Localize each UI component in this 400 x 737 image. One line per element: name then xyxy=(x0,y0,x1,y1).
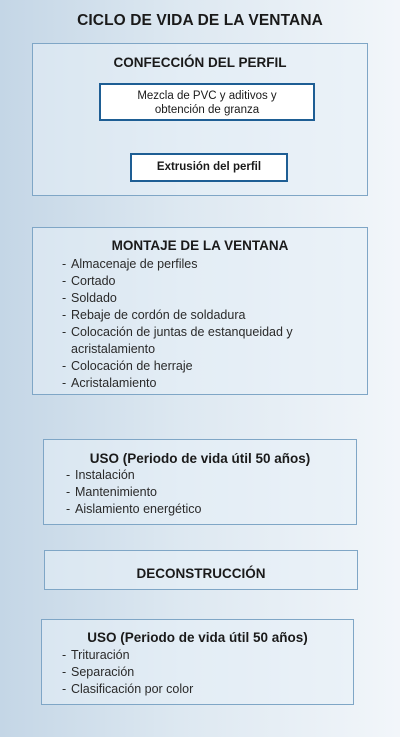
list-item: - Rebaje de cordón de soldadura xyxy=(62,307,293,324)
list-item: - Colocación de herraje xyxy=(62,358,293,375)
panel-title-montaje: MONTAJE DE LA VENTANA xyxy=(111,238,289,253)
list-item: - Cortado xyxy=(62,273,293,290)
panel-deconstruccion xyxy=(44,550,358,590)
uso-2-steps-list xyxy=(62,647,193,698)
panel-uso-2 xyxy=(41,619,354,705)
panel-title-confeccion: CONFECCIÓN DEL PERFIL xyxy=(113,55,287,70)
panel-title-uso-2: USO (Periodo de vida útil 50 años) xyxy=(87,630,308,645)
list-item: - Mantenimiento xyxy=(66,484,201,501)
panel-confeccion-del-perfil xyxy=(32,43,368,196)
list-item: - Separación xyxy=(62,664,193,681)
uso-steps-list xyxy=(66,467,201,518)
list-item: - Clasificación por color xyxy=(62,681,193,698)
step-extrusion: Extrusión del perfil xyxy=(130,153,288,182)
panel-uso xyxy=(43,439,357,525)
list-item-text: Colocación de juntas de estanqueidad y xyxy=(71,325,293,339)
panel-title-deconstruccion: DECONSTRUCCIÓN xyxy=(136,566,266,581)
list-item: - Instalación xyxy=(66,467,201,484)
list-item-text-continued: acristalamiento xyxy=(71,342,156,356)
step-mezcla-line-2: obtención de granza xyxy=(154,104,260,116)
list-item: - Aislamiento energético xyxy=(66,501,201,518)
panel-montaje-de-la-ventana xyxy=(32,227,368,395)
page-title: CICLO DE VIDA DE LA VENTANA xyxy=(77,12,323,29)
list-item: - Acristalamiento xyxy=(62,375,293,392)
step-mezcla-line-1: Mezcla de PVC y aditivos y xyxy=(137,90,277,102)
list-item: - Trituración xyxy=(62,647,193,664)
list-item: - Soldado xyxy=(62,290,293,307)
list-item: - Almacenaje de perfiles xyxy=(62,256,293,273)
panel-title-uso: USO (Periodo de vida útil 50 años) xyxy=(89,451,311,466)
step-mezcla-pvc xyxy=(99,83,315,121)
montaje-steps-list xyxy=(62,256,293,392)
list-item xyxy=(62,324,293,358)
